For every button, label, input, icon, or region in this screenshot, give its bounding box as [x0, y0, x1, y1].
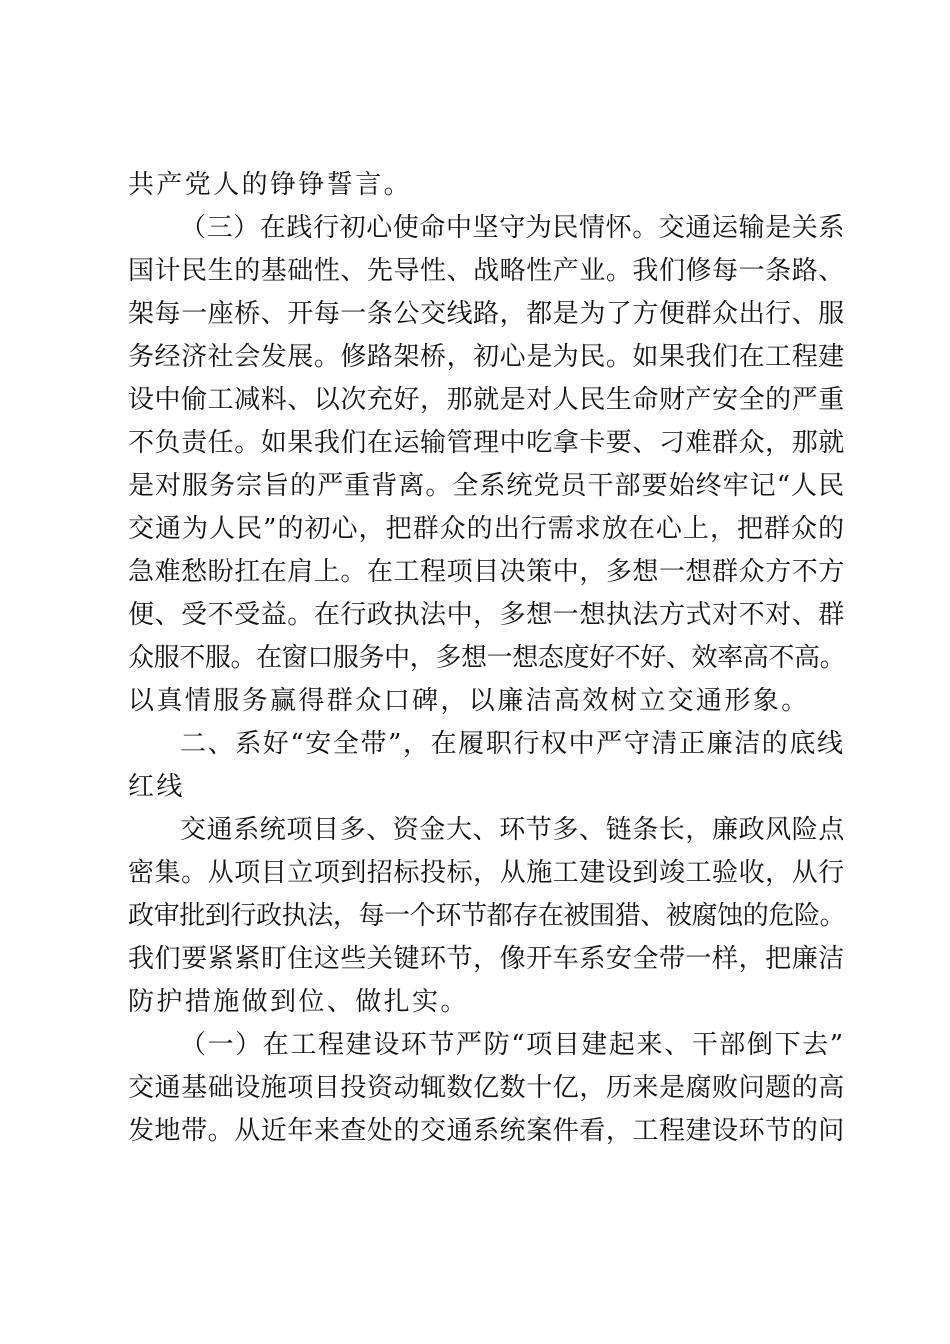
- text-line: 以真情服务赢得群众口碑，以廉洁高效树立交通形象。: [128, 686, 810, 716]
- text-line: 不负责任。如果我们在运输管理中吃拿卡要、刁难群众，那就: [128, 428, 845, 458]
- text-line: 架每一座桥、开每一条公交线路，都是为了方便群众出行、服: [128, 299, 845, 329]
- text-line: 务经济社会发展。修路架桥，初心是为民。如果我们在工程建: [128, 342, 845, 372]
- text-line: 国计民生的基础性、先导性、战略性产业。我们修每一条路、: [128, 256, 845, 286]
- section-heading: （三）在践行初心使命中坚守为民情怀。交通运输是关系: [180, 213, 846, 243]
- text-line: 设中偷工减料、以次充好，那就是对人民生命财产安全的严重: [128, 385, 845, 415]
- text-line: 急难愁盼扛在肩上。在工程项目决策中，多想一想群众方不方: [128, 557, 845, 587]
- text-line: 发地带。从近年来查处的交通系统案件看，工程建设环节的问: [128, 1116, 845, 1146]
- text-line: 密集。从项目立项到招标投标，从施工建设到竣工验收，从行: [128, 858, 845, 888]
- text-line: 政审批到行政执法，每一个环节都存在被围猎、被腐蚀的危险。: [128, 901, 846, 931]
- text-line: 我们要紧紧盯住这些关键环节，像开车系安全带一样，把廉洁: [128, 944, 845, 974]
- section-heading: （一）在工程建设环节严防“项目建起来、干部倒下去”: [180, 1030, 845, 1060]
- text-line: 便、受不受益。在行政执法中，多想一想执法方式对不对、群: [128, 600, 845, 630]
- text-line: 交通基础设施项目投资动辄数亿数十亿，历来是腐败问题的高: [128, 1073, 845, 1103]
- text-line: 防护措施做到位、做扎实。: [128, 987, 469, 1017]
- text-line: 共产党人的铮铮誓言。: [128, 170, 413, 200]
- text-line: 众服不服。在窗口服务中，多想一想态度好不好、效率高不高。: [128, 643, 846, 673]
- text-line: 交通为人民”的初心，把群众的出行需求放在心上，把群众的: [128, 514, 846, 544]
- paragraph-first-line: 交通系统项目多、资金大、环节多、链条长，廉政风险点: [180, 815, 846, 845]
- text-line: 红线: [128, 772, 185, 802]
- text-line: 是对服务宗旨的严重背离。全系统党员干部要始终牢记“人民: [128, 471, 846, 501]
- section-heading: 二、系好“安全带”，在履职行权中严守清正廉洁的底线: [180, 729, 845, 759]
